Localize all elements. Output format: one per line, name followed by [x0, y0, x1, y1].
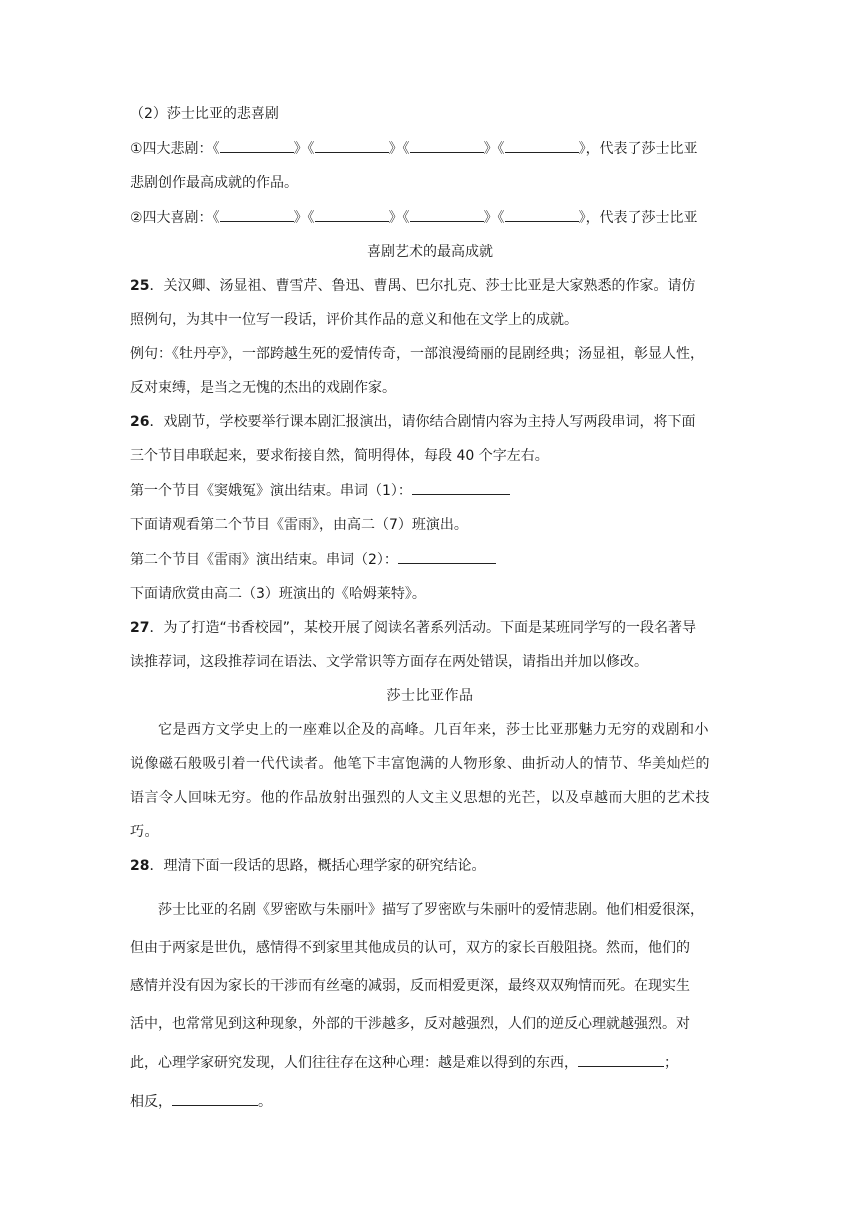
q26-line5 [130, 549, 730, 570]
answer-blank[interactable] [220, 207, 294, 222]
comedies-suffix: ，代表了莎士比亚 [585, 210, 698, 226]
q27-text: ．为了打造“书香校园”，某校开展了阅读名著系列活动。下面是某班同学写的一段名著导 [149, 620, 696, 636]
q28-p5-text: 此，心理学家研究发现，人们往往存在这种心理：越是难以得到的东西， [130, 1055, 578, 1071]
q28-para-line3: 感情并没有因为家长的干涉而有丝毫的减弱，反而相爱更深，最终双双殉情而死。在现实生 [130, 978, 690, 994]
tragedies-continuation: 悲剧创作最高成就的作品。 [130, 175, 298, 191]
q27-para-line3: 语言令人回味无穷。他的作品放射出强烈的人文主义思想的光芒，以及卓越而大胆的艺术技 [130, 790, 710, 806]
answer-blank[interactable] [505, 207, 579, 222]
q27-line2: 读推荐词，这段推荐词在语法、文学常识等方面存在两处错误，请指出并加以修改。 [130, 654, 648, 670]
answer-blank[interactable] [578, 1052, 664, 1067]
answer-blank[interactable] [220, 138, 294, 153]
tragedies-suffix: ，代表了莎士比亚 [585, 141, 698, 157]
q25-example2: 反对束缚，是当之无愧的杰出的戏剧作家。 [130, 380, 396, 396]
document-content [130, 104, 730, 1112]
question-number: 26 [130, 414, 150, 430]
q26-line4: 下面请观看第二个节目《雷雨》，由高二（7）班演出。 [130, 517, 468, 533]
q28-para-line5 [130, 1052, 730, 1073]
q26-line3 [130, 480, 730, 501]
q27-title: 莎士比亚作品 [386, 688, 474, 704]
q26-line1 [130, 412, 730, 432]
q28-para-line4: 活中，也常常见到这种现象，外部的干涉越多，反对越强烈，人们的逆反心理就越强烈。对 [130, 1016, 690, 1032]
q28-para-line1: 莎士比亚的名剧《罗密欧与朱丽叶》描写了罗密欧与朱丽叶的爱情悲剧。他们相爱很深， [158, 902, 704, 918]
q25-line1 [130, 276, 730, 296]
tragedies-prefix: ①四大悲剧： [130, 141, 213, 157]
q26-l5-text: 第二个节目《雷雨》演出结束。串词（2）： [130, 552, 398, 568]
answer-blank[interactable] [410, 207, 484, 222]
q28-text: ．理清下面一段话的思路，概括心理学家的研究结论。 [149, 858, 486, 874]
q28-p6-text: 相反， [130, 1094, 172, 1110]
answer-blank[interactable] [412, 480, 510, 495]
comedies-prefix: ②四大喜剧： [130, 210, 213, 226]
comedies-continuation: 喜剧艺术的最高成就 [367, 244, 493, 260]
q26-line2: 三个节目串联起来，要求衔接自然，简明得体，每段 40 个字左右。 [130, 448, 549, 464]
q27-para-line4: 巧。 [130, 824, 159, 840]
q25-text: ．关汉卿、汤显祖、曹雪芹、鲁迅、曹禺、巴尔扎克、莎士比亚是大家熟悉的作家。请仿 [149, 278, 696, 294]
answer-blank[interactable] [315, 207, 389, 222]
q28-line1 [130, 856, 730, 876]
q26-text: ．戏剧节，学校要举行课本剧汇报演出，请你结合剧情内容为主持人写两段串词，将下面 [149, 414, 696, 430]
q25-line2: 照例句，为其中一位写一段话，评价其作品的意义和他在文学上的成就。 [130, 312, 578, 328]
question-number: 27 [130, 620, 150, 636]
q25-example1: 例句：《牡丹亭》，一部跨越生死的爱情传奇，一部浪漫绮丽的昆剧经典；汤显祖，彰显人性， [130, 346, 704, 362]
answer-blank[interactable] [315, 138, 389, 153]
q26-line6: 下面请欣赏由高二（3）班演出的《哈姆莱特》。 [130, 586, 426, 602]
q28-p6-end: 。 [258, 1094, 272, 1110]
section-heading: （2）莎士比亚的悲喜剧 [130, 106, 279, 122]
q27-para-line2: 说像磁石般吸引着一代代读者。他笔下丰富饱满的人物形象、曲折动人的情节、华美灿烂的 [130, 756, 710, 772]
answer-blank[interactable] [172, 1091, 258, 1106]
answer-blank[interactable] [505, 138, 579, 153]
answer-blank[interactable] [398, 549, 496, 564]
q27-para-line1: 它是西方文学史上的一座难以企及的高峰。几百年来，莎士比亚那魅力无穷的戏剧和小 [158, 722, 709, 738]
q28-p5-end: ； [664, 1055, 678, 1071]
q26-l3-text: 第一个节目《窦娥冤》演出结束。串词（1）： [130, 483, 412, 499]
question-number: 28 [130, 858, 150, 874]
q28-para-line6 [130, 1091, 730, 1112]
q28-para-line2: 但由于两家是世仇，感情得不到家里其他成员的认可，双方的家长百般阻挠。然而，他们的 [130, 940, 690, 956]
comedies-line: ②四大喜剧：《 》《 》《 》《 》，代表了莎士比亚 [130, 207, 730, 228]
q27-line1 [130, 618, 730, 638]
answer-blank[interactable] [410, 138, 484, 153]
question-number: 25 [130, 278, 150, 294]
tragedies-line: ①四大悲剧：《 》《 》《 》《 》，代表了莎士比亚 [130, 138, 730, 159]
